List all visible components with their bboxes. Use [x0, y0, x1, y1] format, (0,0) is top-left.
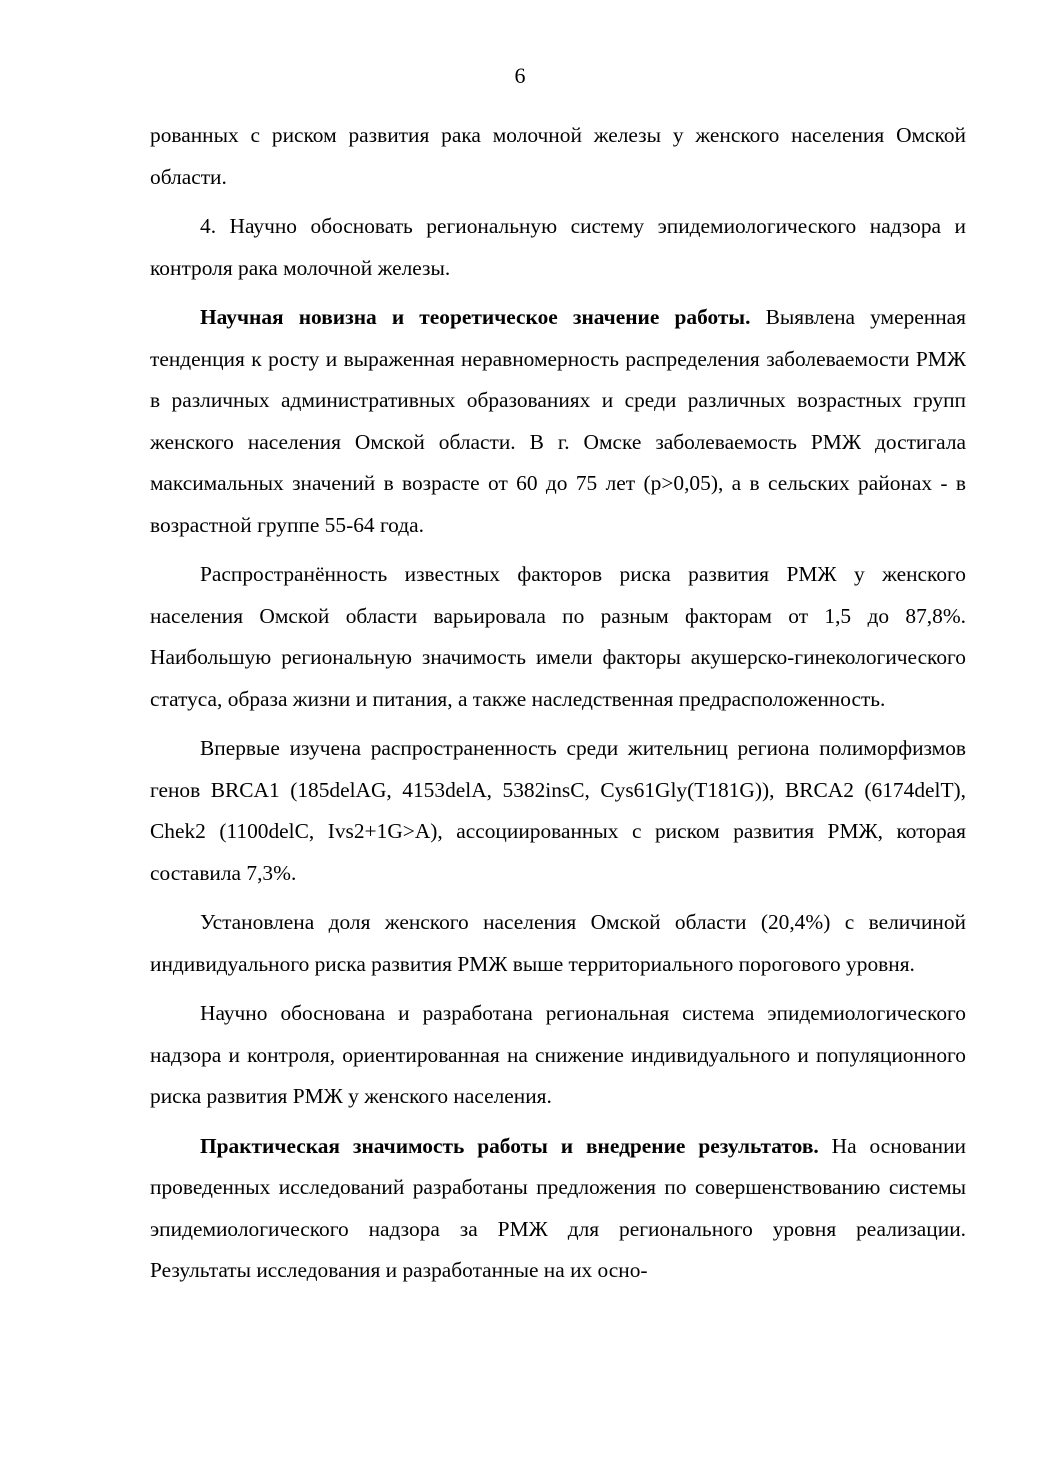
paragraph-text: Впервые изучена распространенность среди жительниц региона полиморфизмов генов BRCA1 (185delAG, 4153delA, 5382insC, Cys61Gly(T181G)), BRCA2 (6174delT), Chek2 (1100delC, Ivs2+1G>A), ассоциированных с риском развития РМЖ, которая составила 7,3%.: [150, 736, 966, 885]
paragraph-text: Выявлена умеренная тенденция к росту и выраженная неравномерность распределения заболеваемости РМЖ в различных административных образованиях и среди различных возрастных групп женского населения Омской области. В г. Омске заболеваемость РМЖ достигала максимальных значений в возрасте от 60 до 75 лет (р>0,05), а в сельских районах - в возрастной группе 55-64 года.: [150, 305, 966, 537]
paragraph-regional-system: [150, 993, 966, 1118]
section-heading-scientific-novelty: Научная новизна и теоретическое значение работы.: [200, 305, 751, 329]
paragraph-scientific-novelty: [150, 297, 966, 546]
paragraph-text: 4. Научно обосновать региональную систему эпидемиологического надзора и контроля рака молочной железы.: [150, 214, 966, 280]
paragraph-risk-factors: [150, 554, 966, 720]
section-heading-practical-significance: Практическая значимость работы и внедрение результатов.: [200, 1133, 819, 1158]
paragraph-text: рованных с риском развития рака молочной железы у женского населения Омской области.: [150, 123, 966, 189]
paragraph-continuation: [150, 115, 966, 198]
document-body: [150, 115, 966, 1300]
page-number: 6: [514, 63, 526, 88]
paragraph-task-4: [150, 206, 966, 289]
paragraph-individual-risk: [150, 902, 966, 985]
paragraph-practical-significance: [150, 1126, 966, 1292]
paragraph-text: Научно обоснована и разработана региональная система эпидемиологического надзора и контроля, ориентированная на снижение индивидуального и популяционного риска развития РМЖ у женского населения.: [150, 1001, 966, 1108]
paragraph-text: Распространённость известных факторов риска развития РМЖ у женского населения Омской области варьировала по разным факторам от 1,5 до 87,8%. Наибольшую региональную значимость имели факторы акушерско-гинекологического статуса, образа жизни и питания, а также наследственная предрасположенность.: [150, 562, 966, 711]
paragraph-gene-polymorphisms: [150, 728, 966, 894]
paragraph-text: Установлена доля женского населения Омской области (20,4%) с величиной индивидуального риска развития РМЖ выше территориального порогового уровня.: [150, 910, 966, 976]
paragraph-text: На основании проведенных исследований разработаны предложения по совершенствованию системы эпидемиологического надзора за РМЖ для регионального уровня реализации. Результаты исследования и разработанные на их осно-: [150, 1133, 966, 1282]
